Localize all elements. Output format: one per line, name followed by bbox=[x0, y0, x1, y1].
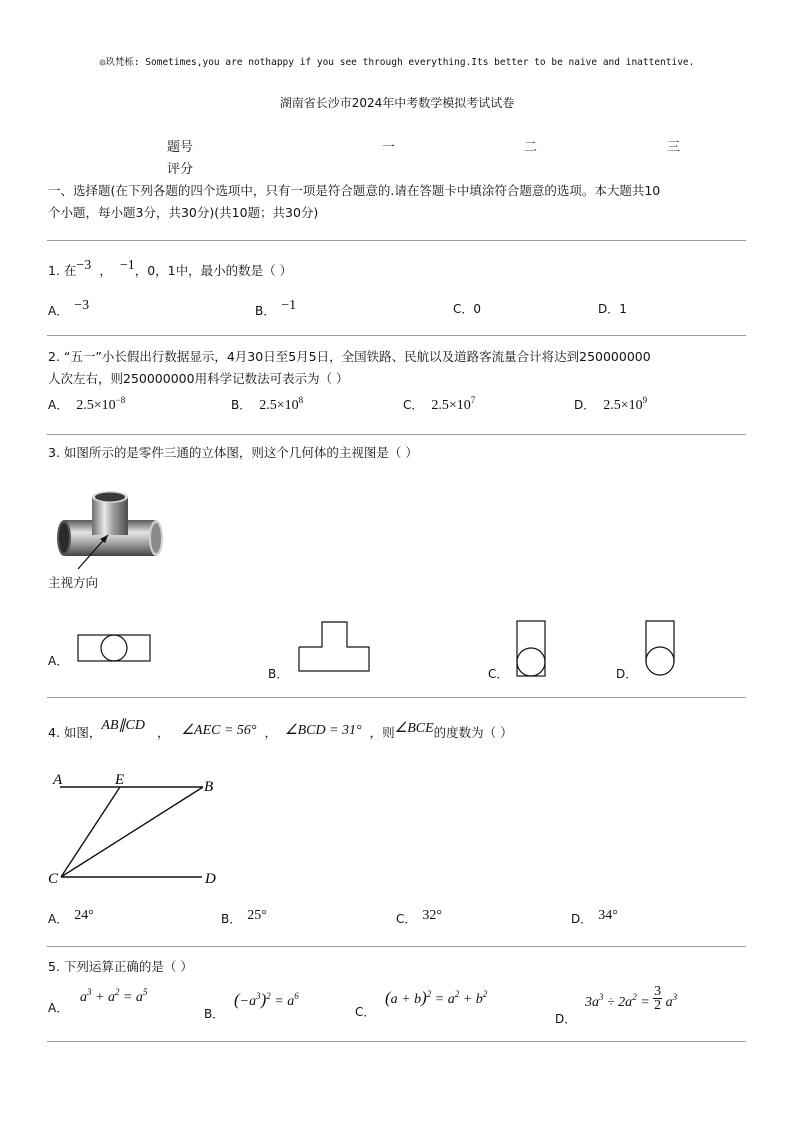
divider bbox=[47, 434, 746, 435]
score-table-row2-label: 评分 bbox=[167, 162, 194, 177]
q4-option-b[interactable]: B． 25° bbox=[221, 908, 267, 926]
q4-geometry-figure bbox=[45, 765, 230, 890]
point-b-label: B bbox=[204, 779, 214, 795]
score-table-col-3: 三 bbox=[667, 140, 681, 155]
divider bbox=[47, 240, 746, 241]
q5-option-c-label[interactable]: C． bbox=[355, 1005, 376, 1019]
q2-option-a[interactable]: A． $2.5\times 10^{-8}$ bbox=[48, 395, 126, 413]
q2-option-b[interactable]: B． $2.5\times 10^8$ bbox=[231, 395, 304, 413]
q3-option-d-label[interactable]: D． bbox=[616, 667, 638, 681]
q1-num-neg1: −1 bbox=[119, 258, 135, 273]
section-intro bbox=[48, 180, 748, 224]
q4-option-d[interactable]: D． 34° bbox=[571, 908, 618, 926]
q5-option-b-label[interactable]: B． bbox=[204, 1007, 225, 1021]
divider bbox=[47, 335, 746, 336]
q3-option-b-label[interactable]: B． bbox=[268, 667, 289, 681]
q2-option-d[interactable]: D． $2.5\times 10^9$ bbox=[574, 395, 648, 413]
view-direction-caption: 主视方向 bbox=[48, 575, 99, 590]
question-2: 2. “五一”小长假出行数据显示，4月30日至5月5日，全国铁路、民航以及道路客流量合计将达到250000000 人次左右，则250000000用科学记数法可表示为（ ） bbox=[48, 349, 651, 386]
point-d-label: D bbox=[205, 871, 216, 887]
divider bbox=[47, 697, 746, 698]
point-e-label: E bbox=[115, 772, 125, 788]
q1-option-b[interactable]: B． −1 bbox=[255, 298, 297, 318]
section-intro-line2: 个小题，每小题3分，共30分)(共10题；共30分) bbox=[48, 205, 319, 220]
exam-title: 湖南省长沙市2024年中考数学模拟考试试卷 bbox=[279, 96, 515, 110]
point-a-label: A bbox=[53, 772, 63, 788]
q1-option-a[interactable]: A． −3 bbox=[48, 298, 90, 318]
q4-cond-parallel: AB∥CD bbox=[101, 718, 145, 733]
q4-cond-bcd: ∠BCD = 31° bbox=[285, 723, 362, 738]
section-intro-line1: 一、选择题(在下列各题的四个选项中，只有一项是符合题意的.请在答题卡中填涂符合题意的选项。本大题共10 bbox=[48, 183, 661, 198]
score-table-col-1: 一 bbox=[382, 140, 396, 155]
score-table-row1-label: 题号 bbox=[167, 140, 194, 155]
q5-option-a-expr[interactable]: $a^3 + a^2 = a^5$ bbox=[80, 987, 148, 1005]
q4-target-bce: ∠BCE bbox=[394, 721, 434, 736]
divider bbox=[47, 946, 746, 947]
q4-option-a[interactable]: A． 24° bbox=[48, 908, 94, 926]
question-3: 3. 如图所示的是零件三通的立体图，则这个几何体的主视图是（ ） bbox=[48, 445, 418, 460]
q2-option-c[interactable]: C． $2.5\times 10^7$ bbox=[403, 395, 476, 413]
q3-option-b-figure[interactable] bbox=[298, 620, 372, 674]
header-motto: ◎玖梵栎: Sometimes,you are nothappy if you see through everything.Its better to be naive and inattentive. bbox=[99, 57, 695, 68]
q5-option-a-label[interactable]: A． bbox=[48, 1001, 69, 1015]
q5-option-c-expr[interactable]: $(a + b)^2 = a^2 + b^2$ bbox=[385, 988, 488, 1007]
q3-option-a-figure[interactable] bbox=[77, 633, 153, 663]
question-4: 4. 如图，AB∥CD ， ∠AEC = 56° ， ∠BCD = 31° ，则∠BCE的度数为（ ） bbox=[48, 718, 513, 740]
q3-option-a-label[interactable]: A． bbox=[48, 654, 69, 668]
question-5: 5. 下列运算正确的是（ ） bbox=[48, 959, 193, 974]
tee-pipe-figure bbox=[50, 485, 170, 580]
divider bbox=[47, 1041, 746, 1042]
q4-cond-aec: ∠AEC = 56° bbox=[181, 723, 257, 738]
q5-option-d-expr[interactable]: $3a^3 \div 2a^2$ = $\frac{3}{2}$ $a^3$ bbox=[585, 984, 678, 1013]
point-c-label: C bbox=[48, 871, 59, 887]
q5-option-d-label[interactable]: D． bbox=[555, 1012, 577, 1026]
q3-option-c-label[interactable]: C． bbox=[488, 667, 509, 681]
q3-option-d-figure[interactable] bbox=[643, 619, 679, 679]
q1-num-neg3: −3 bbox=[76, 258, 92, 273]
q3-option-c-figure[interactable] bbox=[515, 619, 549, 679]
q1-option-d[interactable]: D．1 bbox=[598, 302, 627, 316]
q5-option-b-expr[interactable]: $(-a^3)^2 = a^6$ bbox=[234, 990, 299, 1009]
q4-option-c[interactable]: C． 32° bbox=[396, 908, 442, 926]
question-1: 1. 在−3 ， −1，0，1中，最小的数是（ ） bbox=[48, 258, 293, 278]
score-table-col-2: 二 bbox=[524, 140, 538, 155]
q1-option-c[interactable]: C．0 bbox=[453, 302, 482, 316]
